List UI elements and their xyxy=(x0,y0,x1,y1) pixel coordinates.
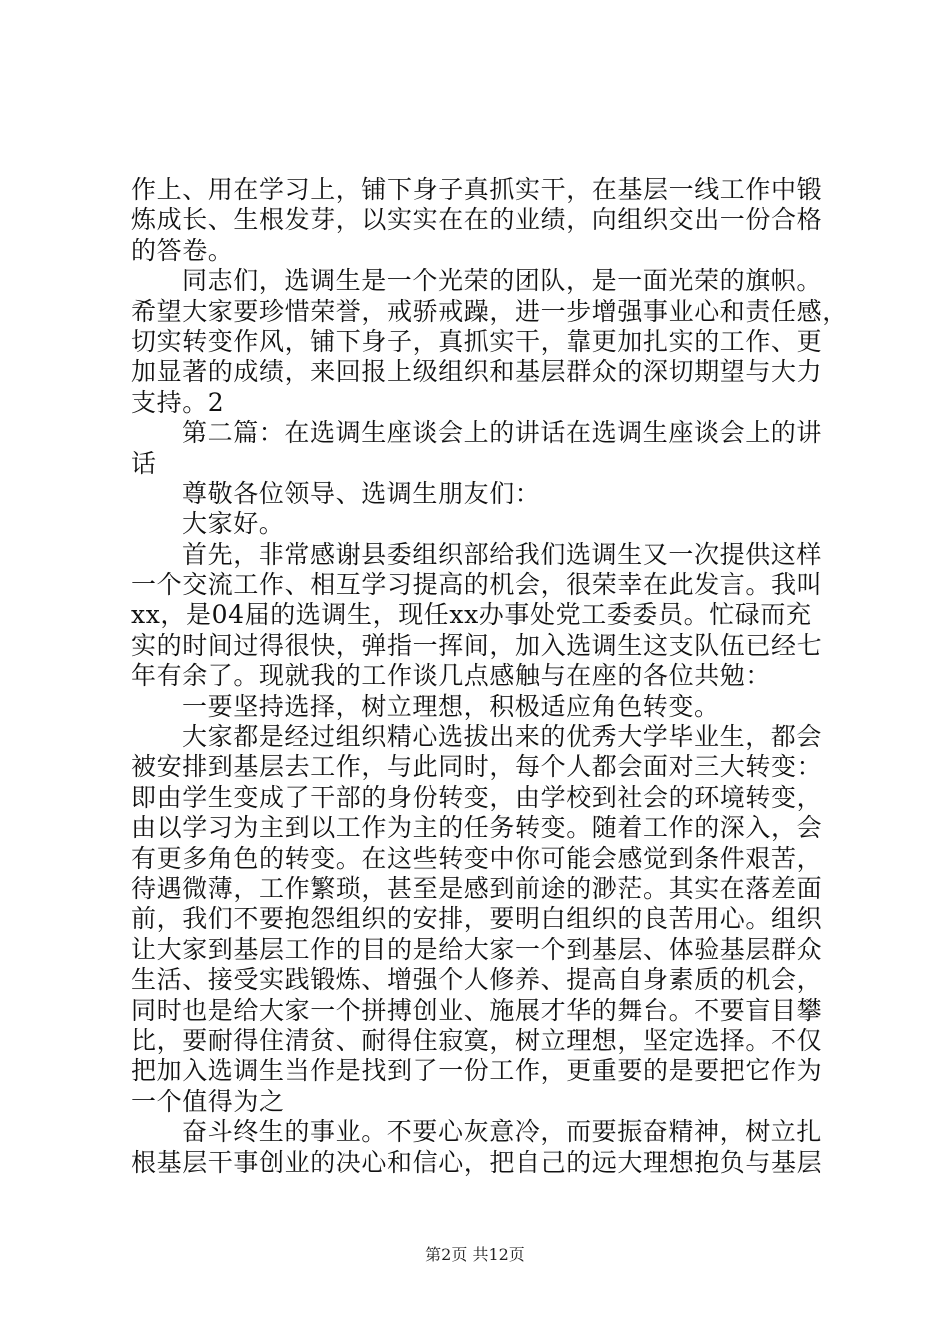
text-line: 作上、用在学习上，铺下身子真抓实干，在基层一线工作中锻 xyxy=(131,175,823,204)
text-line: 加显著的成绩，来回报上级组织和基层群众的深切期望与大力 xyxy=(131,357,823,387)
section-heading-line: 话 xyxy=(131,448,157,478)
text-line: 待遇微薄，工作繁琐，甚至是感到前途的渺茫。其实在落差面 xyxy=(131,873,823,903)
text-line: 希望大家要珍惜荣誉，戒骄戒躁，进一步增强事业心和责任感， xyxy=(131,296,848,326)
text-line: 切实转变作风，铺下身子，真抓实干，靠更加扎实的工作、更 xyxy=(131,326,823,356)
section-heading-line: 第二篇：在选调生座谈会上的讲话在选调生座谈会上的讲 xyxy=(182,418,823,448)
text-line: 一个交流工作、相互学习提高的机会，很荣幸在此发言。我叫 xyxy=(131,570,823,600)
text-line: 被安排到基层去工作，与此同时，每个人都会面对三大转变： xyxy=(131,752,823,782)
text-line: 由以学习为主到以工作为主的任务转变。随着工作的深入，会 xyxy=(131,813,823,843)
text-line: 实的时间过得很快，弹指一挥间，加入选调生这支队伍已经七 xyxy=(131,630,823,660)
text-line: 生活、接受实践锻炼、增强个人修养、提高自身素质的机会， xyxy=(131,965,823,995)
text-line: 让大家到基层工作的目的是给大家一个到基层、体验基层群众 xyxy=(131,934,823,964)
text-line: 有更多角色的转变。在这些转变中你可能会感觉到条件艰苦， xyxy=(131,843,823,873)
text-line: 支持。2 xyxy=(131,387,225,417)
text-line: 一个值得为之 xyxy=(131,1086,285,1116)
text-line: 大家都是经过组织精心选拔出来的优秀大学毕业生，都会 xyxy=(182,722,823,752)
text-line: 同时也是给大家一个拼搏创业、施展才华的舞台。不要盲目攀 xyxy=(131,995,823,1025)
point-heading-line: 一要坚持选择，树立理想，积极适应角色转变。 xyxy=(182,691,720,721)
text-line: 比，要耐得住清贫、耐得住寂寞，树立理想，坚定选择。不仅 xyxy=(131,1025,823,1055)
greeting-line: 大家好。 xyxy=(182,509,285,539)
text-line: 炼成长、生根发芽，以实实在在的业绩，向组织交出一份合格 xyxy=(131,205,823,235)
text-line: 即由学生变成了干部的身份转变，由学校到社会的环境转变， xyxy=(131,782,823,812)
body-text xyxy=(131,175,848,1178)
text-line: 奋斗终生的事业。不要心灰意冷，而要振奋精神，树立扎 xyxy=(182,1117,823,1147)
text-line: 把加入选调生当作是找到了一份工作，更重要的是要把它作为 xyxy=(131,1056,823,1086)
text-line: xx，是04届的选调生，现任xx办事处党工委委员。忙碌而充 xyxy=(131,600,812,630)
text-line: 前，我们不要抱怨组织的安排，要明白组织的良苦用心。组织 xyxy=(131,904,823,934)
salutation-line: 尊敬各位领导、选调生朋友们： xyxy=(182,478,541,508)
page-number-footer: 第2页 共12页 xyxy=(425,1245,525,1264)
text-line: 的答卷。 xyxy=(131,235,234,265)
text-line: 同志们，选调生是一个光荣的团队，是一面光荣的旗帜。 xyxy=(182,266,823,296)
text-line: 根基层干事创业的决心和信心，把自己的远大理想抱负与基层 xyxy=(131,1147,823,1177)
text-line: 首先，非常感谢县委组织部给我们选调生又一次提供这样 xyxy=(182,539,823,569)
text-line: 年有余了。现就我的工作谈几点感触与在座的各位共勉： xyxy=(131,661,772,691)
